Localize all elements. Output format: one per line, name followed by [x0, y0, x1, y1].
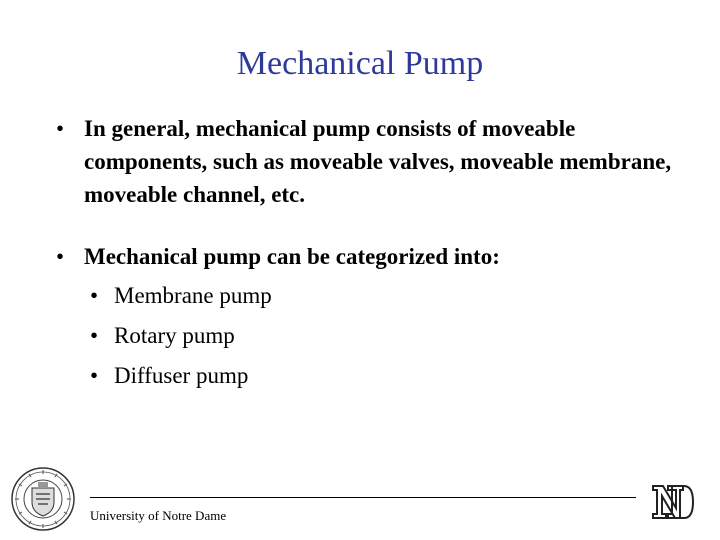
- sub-bullet-item: [90, 276, 694, 316]
- bullet-marker: •: [56, 116, 65, 141]
- bullet-item: [56, 112, 694, 211]
- sub-bullet-item: [90, 316, 694, 356]
- nd-monogram-logo: [650, 482, 695, 522]
- university-seal-logo: [10, 466, 76, 532]
- sub-bullet-marker: •: [90, 323, 99, 348]
- sub-bullet-item: [90, 356, 694, 396]
- sub-bullet-marker: •: [90, 363, 99, 388]
- footer-rule: [90, 497, 636, 498]
- bullet-item: [56, 240, 694, 273]
- sub-bullet-marker: •: [90, 283, 99, 308]
- sub-bullet-text: Rotary pump: [114, 323, 235, 348]
- slide-title: Mechanical Pump: [236, 45, 484, 82]
- footer-text: University of Notre Dame: [90, 508, 227, 523]
- bullet-text: Mechanical pump can be categorized into:: [84, 244, 500, 269]
- sub-bullet-text: Diffuser pump: [114, 363, 249, 388]
- sub-bullet-text: Membrane pump: [114, 283, 272, 308]
- bullet-marker: •: [56, 244, 65, 269]
- bullet-text: In general, mechanical pump consists of moveable components, such as moveable valves, moveable membrane, moveable channel, etc.: [84, 116, 672, 207]
